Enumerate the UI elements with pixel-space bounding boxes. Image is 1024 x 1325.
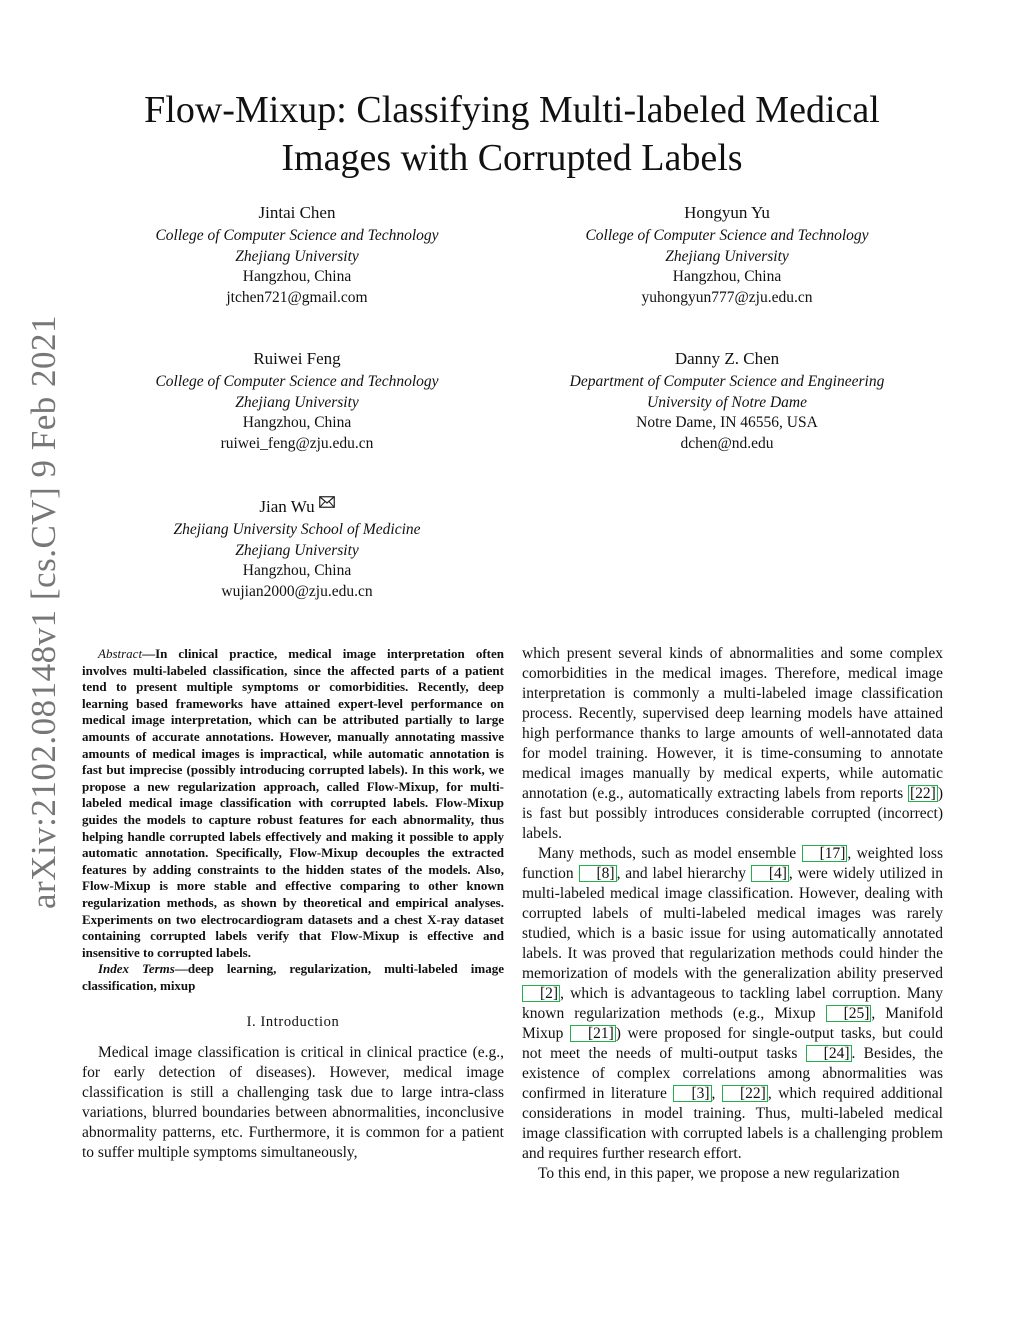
- abstract: [82, 646, 504, 961]
- text-run: ,: [711, 1085, 723, 1102]
- author-affiliation-univ: Zhejiang University: [235, 247, 359, 265]
- index-terms-label: Index Terms: [98, 961, 175, 977]
- author-location: Hangzhou, China: [242, 268, 352, 285]
- text-run: Many methods, such as model ensemble: [538, 845, 802, 862]
- author-affiliation-univ: University of Notre Dame: [647, 393, 807, 411]
- author-location: Hangzhou, China: [242, 562, 352, 579]
- text-run: , weighted loss function: [522, 845, 943, 882]
- abstract-text: In clinical practice, medical image interpretation often involves multi-labeled classification, since the affected parts of a patient tend to present multiple symptoms or comorbidities. Recently, deep learning based frameworks have attained expert-level performance on medical image interpretation, which can be attributed partially to large amounts of accurate annotations. However, manually annotating massive amounts of medical images is impractical, while automatic annotation is fast but imprecise (possibly introducing corrupted labels). In this work, we propose a new regularization approach, called Flow-Mixup, for multi-labeled medical image classification with corrupted labels. Flow-Mixup guides the models to capture robust features for each abnormality, thus helping handle corrupted labels effectively and making it possible to apply automatic annotation. Specifically, Flow-Mixup decouples the extracted features by adding constraints to the hidden states of the models. Also, Flow-Mixup is more stable and effective comparing to other known regularization methods, as shown by theoretical and empirical analyses. Experiments on two electrocardiogram datasets and a chest X-ray dataset containing corrupted labels verify that Flow-Mixup is effective and insensitive to corrupted labels.: [82, 646, 504, 960]
- author-location: Hangzhou, China: [672, 268, 782, 285]
- author-email: ruiwei_feng@zju.edu.cn: [220, 434, 374, 452]
- author-affiliation-dept: College of Computer Science and Technology: [155, 227, 439, 244]
- author-affiliation-dept: Department of Computer Science and Engineering: [569, 373, 885, 390]
- citation-link[interactable]: [24]: [806, 1045, 852, 1062]
- citation-link[interactable]: [2]: [522, 985, 560, 1002]
- text-run: , Manifold Mixup: [522, 1005, 943, 1042]
- text-run: , which required additional considerations in model training. Thus, multi-labeled medical image classification with corrupted labels is a challenging problem and requires further research effort.: [522, 1085, 943, 1162]
- author-location: Hangzhou, China: [242, 414, 352, 431]
- citation-link[interactable]: [8]: [579, 865, 617, 882]
- author-email: dchen@nd.edu: [680, 434, 774, 452]
- text-run: ) is fast but possibly introduces considerable corrupted (incorrect) labels.: [522, 785, 943, 842]
- section-heading-introduction: I. Introduction: [246, 1014, 340, 1031]
- text-run: , which is advantageous to tackling label corruption. Many known regularization methods (e.g., Mixup: [522, 985, 943, 1022]
- index-terms-text: deep learning, regularization, multi-labeled image classification, mixup: [82, 961, 505, 993]
- text-run: ) were proposed for single-output tasks, but could not meet the needs of multi-output tasks: [522, 1025, 943, 1062]
- text-run: which present several kinds of abnormalities and some complex comorbidities in the medical images. Therefore, medical image interpretation is commonly a multi-labeled image classification process. Recently, supervised deep learning models have attained high performance thanks to large amounts of well-annotated data for model training. However, it is time-consuming to annotate medical images manually by medical experts, while automatic annotation (e.g., automatically extracting labels from reports: [522, 645, 943, 802]
- author-block-4: [517, 348, 937, 454]
- author-block-2: [517, 202, 937, 308]
- author-email: jtchen721@gmail.com: [226, 288, 368, 306]
- author-affiliation-dept: College of Computer Science and Technology: [155, 373, 439, 390]
- author-affiliation-univ: Zhejiang University: [235, 393, 359, 411]
- author-block-5: [87, 492, 507, 602]
- author-block-1: [87, 202, 507, 308]
- author-affiliation-dept: College of Computer Science and Technology: [585, 227, 869, 244]
- author-name: Ruiwei Feng: [253, 349, 341, 368]
- author-block-3: [87, 348, 507, 454]
- author-email: yuhongyun777@zju.edu.cn: [641, 288, 813, 306]
- author-affiliation-univ: Zhejiang University: [665, 247, 789, 265]
- author-email: wujian2000@zju.edu.cn: [221, 582, 373, 600]
- abstract-label: Abstract: [98, 646, 143, 661]
- index-terms-dash: —: [174, 961, 188, 977]
- citation-link[interactable]: [25]: [826, 1005, 872, 1022]
- text-run: , were widely utilized in multi-labeled medical image classification. However, dealing with corrupted labels of multi-labeled medical images was rarely studied, which is a basic issue for using automatically annotated labels. It was proved that regularization methods could hinder the memorization of models with the generalization ability preserved: [522, 865, 943, 982]
- intro-paragraph-3: To this end, in this paper, we propose a new regularization: [538, 1165, 900, 1182]
- citation-link[interactable]: [4]: [751, 865, 789, 882]
- author-name: Danny Z. Chen: [674, 349, 780, 368]
- title-line-1: Flow-Mixup: Classifying Multi-labeled Medical: [144, 89, 880, 131]
- arxiv-identifier[interactable]: arXiv:2102.08148v1 [cs.CV] 9 Feb 2021: [24, 314, 63, 910]
- citation-link[interactable]: [22]: [722, 1085, 768, 1102]
- intro-paragraph-continued: [522, 644, 943, 844]
- title-line-2: Images with Corrupted Labels: [281, 137, 743, 179]
- citation-link[interactable]: [3]: [673, 1085, 711, 1102]
- author-affiliation-univ: Zhejiang University: [235, 541, 359, 559]
- left-column: [82, 646, 504, 1163]
- paper-title: [100, 86, 924, 182]
- citation-link[interactable]: [21]: [570, 1025, 616, 1042]
- author-name: Jian Wu: [259, 497, 315, 516]
- intro-paragraph-1: Medical image classification is critical in clinical practice (e.g., for early detection of diseases). However, medical image classification is still a challenging task due to large intra-class variations, blurred boundaries between abnormalities, inconclusive abnormality patterns, etc. Furthermore, it is common for a patient to suffer multiple symptoms simultaneously,: [82, 1044, 504, 1162]
- citation-link[interactable]: [22]: [910, 785, 936, 802]
- author-affiliation-dept: Zhejiang University School of Medicine: [173, 521, 421, 538]
- text-run: , and label hierarchy: [616, 865, 751, 882]
- author-location: Notre Dame, IN 46556, USA: [636, 414, 818, 431]
- citation-link[interactable]: [17]: [802, 845, 848, 862]
- author-name: Hongyun Yu: [684, 203, 770, 222]
- index-terms: [82, 961, 504, 994]
- right-column: [522, 644, 943, 1184]
- envelope-icon: [319, 492, 335, 514]
- intro-paragraph-2: [522, 844, 943, 1164]
- abstract-dash: —: [142, 646, 156, 661]
- author-name: Jintai Chen: [258, 203, 336, 222]
- text-run: . Besides, the existence of complex correlations among abnormalities was confirmed in literature: [522, 1045, 944, 1102]
- author-name-row: [87, 492, 507, 518]
